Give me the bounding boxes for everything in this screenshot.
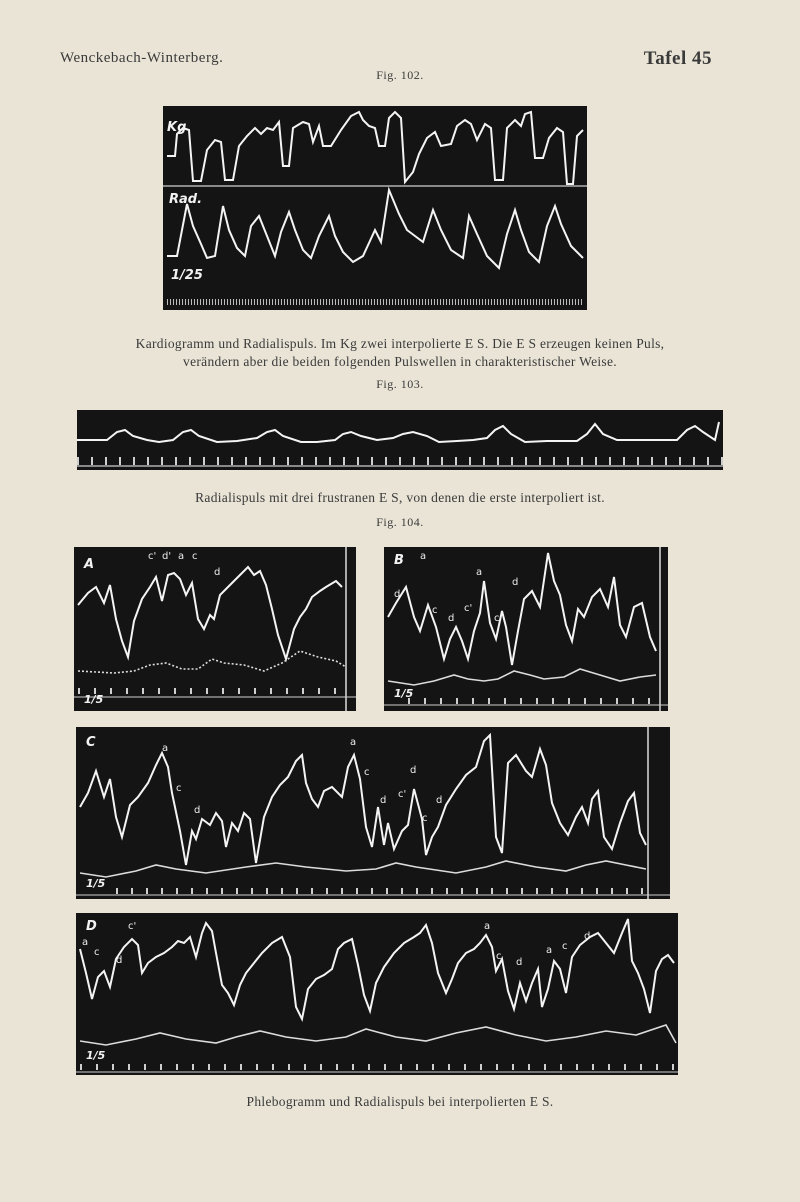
radial-pulse-trace [77,422,719,442]
phlebogram-trace [78,567,342,659]
fig-103-recording [77,410,723,470]
panel-d-letter: D [86,919,97,934]
panel-a-mark: a [178,551,185,562]
fig-104-panel-c [76,727,670,899]
panel-b-mark: c [494,613,500,624]
fig-103-traces [77,410,723,470]
time-trace-label: 1/25 [171,268,203,283]
panel-c-mark: c [422,813,428,824]
rad-trace [167,190,583,268]
panel-a-letter: A [84,557,95,572]
panel-c-mark: c' [398,789,407,800]
fig-102-recording [163,106,587,310]
panel-d-mark: a [82,937,89,948]
panel-c-mark: a [350,737,357,748]
panel-b-mark: d [512,577,519,588]
panel-c-mark: c [364,767,370,778]
panel-d-mark: d [116,955,123,966]
fig-102-label: Fig. 102. [376,68,424,82]
panel-d-mark: c' [128,921,137,932]
plate-number: Tafel 45 [643,48,712,69]
panel-c-mark: a [162,743,169,754]
panel-b-mark: c [432,605,438,616]
panel-a-mark: c [192,551,198,562]
panel-d-mark: d [584,931,591,942]
panel-a-mark: d' [162,551,172,562]
panel-d-mark: a [484,921,491,932]
panel-b-time-label: 1/5 [394,687,414,700]
radial-pulse-trace [78,651,346,673]
panel-b-letter: B [394,553,404,568]
fig-102-caption-line-2: verändern aber die beiden folgenden Pulswellen in charakteristischer Weise. [183,354,617,369]
panel-b-mark: a [420,551,427,562]
panel-d-mark: c [562,941,568,952]
fig-102-traces [163,106,587,310]
panel-c-time-label: 1/5 [86,877,106,890]
panel-d-mark: a [546,945,553,956]
panel-a-mark: d [214,567,221,578]
phlebogram-trace [388,553,656,665]
panel-d-mark: c [94,947,100,958]
radial-pulse-trace [388,669,656,685]
fig-104-panel-d [76,913,678,1075]
fig-104-label: Fig. 104. [376,515,424,529]
radial-pulse-trace [80,1025,676,1045]
fig-104-panel-b [384,547,668,711]
panel-c-letter: C [86,735,96,750]
radial-pulse-trace [80,861,646,877]
panel-d-mark: c [496,951,502,962]
kg-trace-label: Kg [167,120,187,135]
phlebogram-trace [80,735,646,865]
panel-c-mark: d [380,795,387,806]
panel-b-traces [384,547,668,711]
fig-104-caption: Phlebogramm und Radialispuls bei interpolierten E S. [246,1094,554,1109]
panel-d-time-label: 1/5 [86,1049,106,1062]
kg-trace [167,112,583,184]
panel-a-mark: c' [148,551,157,562]
panel-c-mark: d [436,795,443,806]
rad-trace-label: Rad. [169,192,203,207]
panel-b-mark: d [394,589,401,600]
panel-c-mark: d [410,765,417,776]
panel-b-mark: a [476,567,483,578]
panel-a-time-label: 1/5 [84,693,104,706]
panel-c-mark: d [194,805,201,816]
fig-104-panel-a [74,547,356,711]
fig-103-label: Fig. 103. [376,377,424,391]
panel-d-mark: d [516,957,523,968]
running-header-authors: Wenckebach-Winterberg. [60,50,224,66]
panel-c-mark: c [176,783,182,794]
panel-b-mark: d [448,613,455,624]
fig-102-caption-line-1: Kardiogramm und Radialispuls. Im Kg zwei interpolierte E S. Die E S erzeugen keinen Puls, [135,336,665,351]
fig-103-caption: Radialispuls mit drei frustranen E S, von denen die erste interpoliert ist. [195,490,605,505]
panel-b-mark: c' [464,603,473,614]
